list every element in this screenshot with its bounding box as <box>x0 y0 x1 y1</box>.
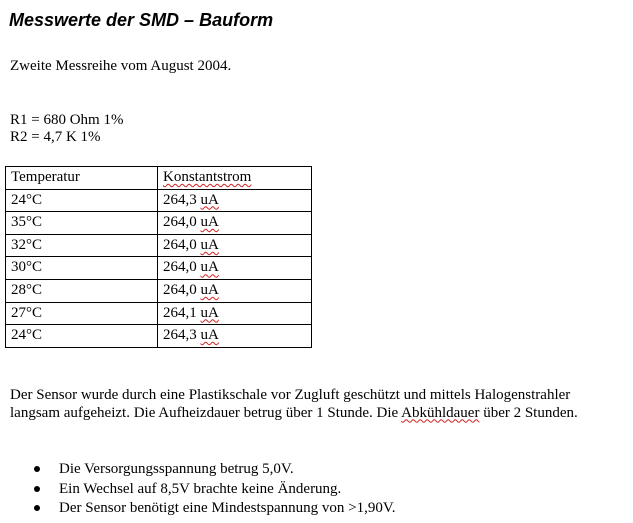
current-value: 264,1 <box>163 304 197 321</box>
description-paragraph <box>10 387 620 422</box>
cell-temperature: 35°C <box>6 212 158 235</box>
bullet-text: Ein Wechsel auf 8,5V brachte keine Änderung. <box>59 480 342 497</box>
table-row <box>6 212 312 235</box>
bullet-item <box>10 460 395 480</box>
header-konstantstrom-text: Konstantstrom <box>163 169 252 185</box>
current-unit: uA <box>200 259 219 276</box>
resistor-line-r1: R1 = 680 Ohm 1% <box>10 112 124 128</box>
resistor-line-r2: R2 = 4,7 K 1% <box>10 129 101 145</box>
bullet-dot-icon <box>34 466 40 472</box>
table-row <box>6 302 312 325</box>
paragraph-flagged-word: Abkühldauer <box>401 404 480 421</box>
subtitle: Zweite Messreihe vom August 2004. <box>10 58 232 74</box>
current-unit: uA <box>200 236 219 253</box>
bullet-dot-icon <box>34 505 40 511</box>
cell-current <box>158 257 312 280</box>
table-row <box>6 279 312 302</box>
table-row <box>6 189 312 212</box>
cell-current <box>158 279 312 302</box>
bullet-dot-icon <box>34 486 40 492</box>
bullet-text: Die Versorgungsspannung betrug 5,0V. <box>59 461 294 477</box>
cell-temperature: 28°C <box>6 279 158 302</box>
cell-current <box>158 212 312 235</box>
current-value: 264,3 <box>163 191 197 208</box>
table-header-row <box>6 167 312 190</box>
header-temperatur: Temperatur <box>6 167 158 190</box>
current-value: 264,0 <box>163 259 197 276</box>
current-unit: uA <box>200 304 219 321</box>
cell-current <box>158 325 312 348</box>
bullet-list <box>10 460 395 519</box>
current-value: 264,0 <box>163 236 197 253</box>
current-unit: uA <box>200 281 219 298</box>
current-value: 264,0 <box>163 214 197 231</box>
cell-temperature: 24°C <box>6 325 158 348</box>
bullet-item <box>10 499 395 519</box>
cell-temperature: 30°C <box>6 257 158 280</box>
paragraph-text-before: Der Sensor wurde durch eine Plastikschale vor Zugluft geschützt und mittels Halogenstrahler langsam aufgeheizt. Die Aufheizdauer betrug über 1 Stunde. Die <box>10 387 571 421</box>
cell-temperature: 24°C <box>6 189 158 212</box>
current-unit: uA <box>200 327 219 344</box>
current-unit: uA <box>200 214 219 231</box>
paragraph-text-after: über 2 Stunden. <box>479 404 578 421</box>
cell-temperature: 32°C <box>6 234 158 257</box>
cell-temperature: 27°C <box>6 302 158 325</box>
table-row <box>6 257 312 280</box>
current-value: 264,3 <box>163 327 197 344</box>
document-title: Messwerte der SMD – Bauform <box>9 10 274 30</box>
cell-current <box>158 302 312 325</box>
bullet-item <box>10 480 395 500</box>
cell-current <box>158 234 312 257</box>
current-unit: uA <box>200 191 219 208</box>
cell-current <box>158 189 312 212</box>
bullet-text: Der Sensor benötigt eine Mindestspannung von >1,90V. <box>59 500 396 516</box>
table-row <box>6 325 312 348</box>
header-konstantstrom <box>158 167 312 190</box>
current-value: 264,0 <box>163 281 197 298</box>
table-row <box>6 234 312 257</box>
measurement-table <box>5 166 312 348</box>
